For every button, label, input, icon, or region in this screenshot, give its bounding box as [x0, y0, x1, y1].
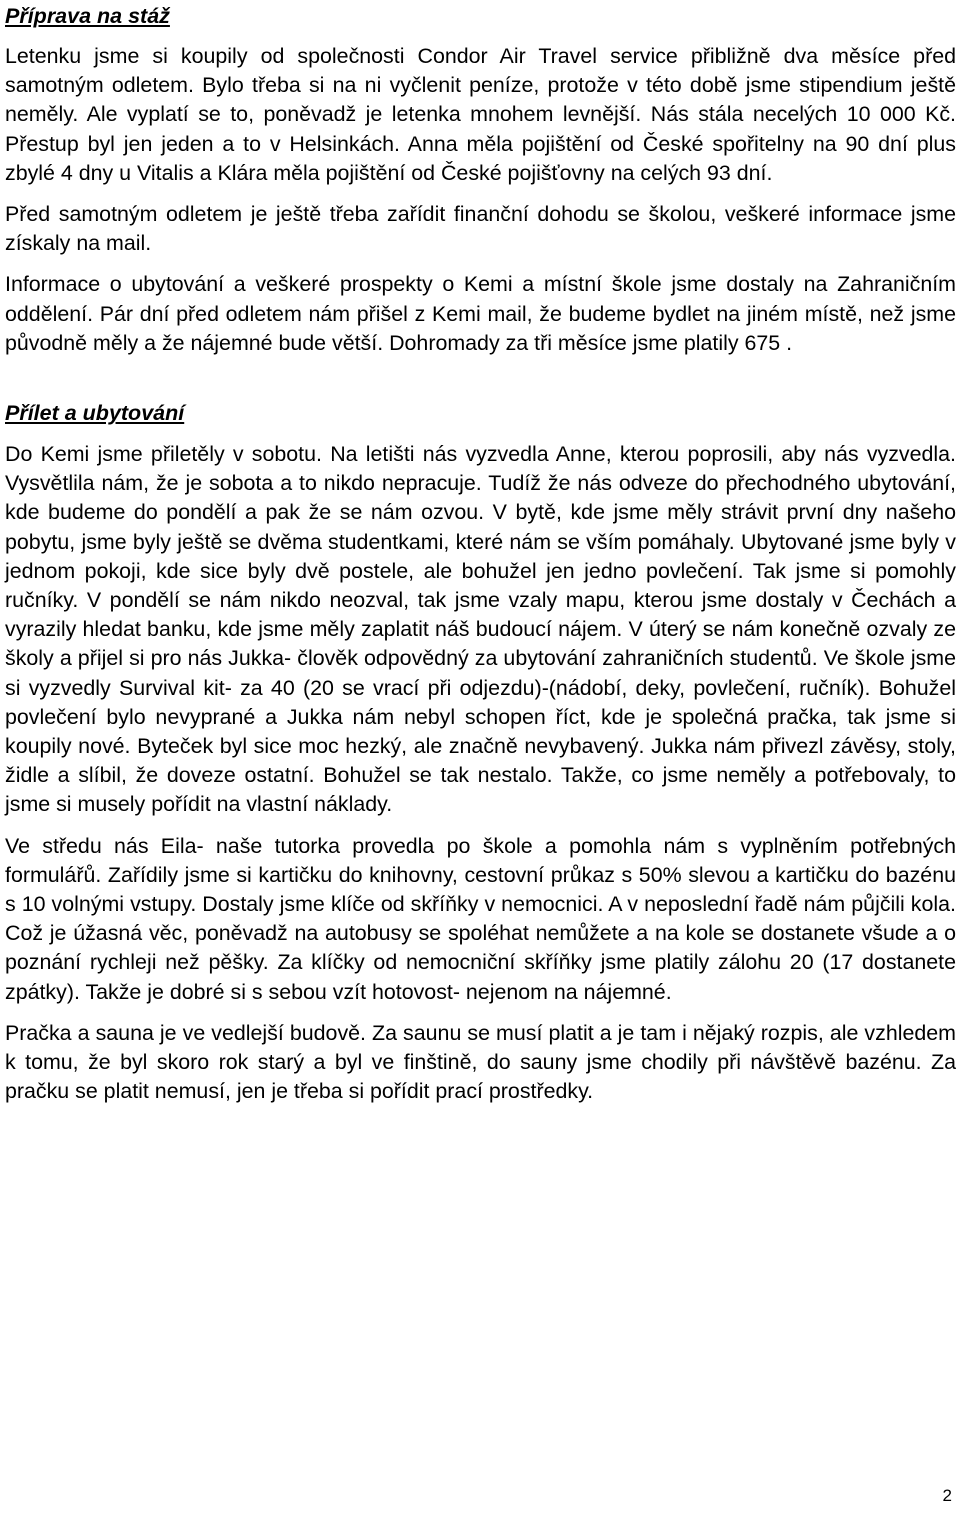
- document-page: [5, 0, 956, 1107]
- page-number: 2: [942, 1486, 952, 1505]
- paragraph: Před samotným odletem je ještě třeba zařídit finanční dohodu se školou, veškeré informace jsme získaly na mail.: [5, 202, 956, 256]
- section-arrival-accommodation: [5, 398, 956, 1106]
- paragraph: Ve středu nás Eila- naše tutorka provedla po škole a pomohla nám s vyplněním potřebných formulářů. Zařídily jsme si kartičku do knihovny, cestovní průkaz s 50% slevou a kartičku do bazénu s 10 volnými vstupy. Dostaly jsme klíče od skříňky v nemocnici. A v neposlední řadě nám půjčili kola. Což je úžasná věc, poněvadž na autobusy se spoléhat nemůžete a na kole se dostanete všude a o poznání rychleji než pěšky. Za klíčky od nemocniční skříňky jsme platily zálohu 20 (17 dostanete zpátky). Takže je dobré si s sebou vzít hotovost- nejenom na nájemné.: [5, 833, 956, 1004]
- section-preparation: [5, 1, 956, 358]
- section-heading: Přílet a ubytování: [5, 401, 185, 426]
- paragraph: Pračka a sauna je ve vedlejší budově. Za saunu se musí platit a je tam i nějaký rozpis, ale vzhledem k tomu, že byl skoro rok starý a byl ve finštině, do sauny jsme chodily při návštěvě bazénu. Za pračku se platit nemusí, jen je třeba si pořídit prací prostředky.: [5, 1020, 956, 1104]
- section-heading: Příprava na stáž: [5, 4, 170, 28]
- paragraph: Informace o ubytování a veškeré prospekty o Kemi a místní škole jsme dostaly na Zahraničním oddělení. Pár dní před odletem nám přišel z Kemi mail, že budeme bydlet na jiném místě, než jsme původně měly a že nájemné bude větší. Dohromady za tři měsíce jsme platily 675 .: [5, 272, 956, 355]
- paragraph: Do Kemi jsme přiletěly v sobotu. Na letišti nás vyzvedla Anne, kterou poprosili, aby nás vyzvedla. Vysvětlila nám, že je sobota a to nikdo nepracuje. Tudíž že nás odveze do přechodného ubytování, kde budeme do pondělí a pak že se nám ozvou. V bytě, kde jsme měly strávit první dny našeho pobytu, jsme byly ještě se dvěma studentkami, které nám se vším pomáhaly. Ubytované jsme byly v jednom pokoji, kde sice byly dvě postele, ale bohužel jen jedno povlečení. Tak jsme si pomohly ručníky. V pondělí se nám nikdo neozval, tak jsme vzaly mapu, kterou jsme dostaly v Čechách a vyrazily hledat banku, kde jsme měly zaplatit náš budoucí nájem. V úterý se nám konečně ozvaly ze školy a přijel si pro nás Jukka- člověk odpovědný za ubytování zahraničních studentů. Ve škole jsme si vyzvedly Survival kit- za 40 (20 se vrací při odjezdu)-(nádobí, deky, povlečení, ručník). Bohužel povlečení bylo nevyprané a Jukka nám nebyl schopen říct, kde je společná pračka, tak jsme si koupily nové. Byteček byl sice moc hezký, ale značně nevybavený. Jukka nám přivezl závěsy, stoly, židle a slíbil, že doveze ostatní. Bohužel se tak nestalo. Takže, co jsme neměly a potřebovaly, to jsme si musely pořídit na vlastní náklady.: [5, 442, 956, 817]
- paragraph: Letenku jsme si koupily od společnosti Condor Air Travel service přibližně dva měsíce před samotným odletem. Bylo třeba si na ni vyčlenit peníze, protože v této době jsme stipendium ještě neměly. Ale vyplatí se to, poněvadž je letenka mnohem levnější. Nás stála necelých 10 000 Kč. Přestup byl jen jeden a to v Helsinkách. Anna měla pojištění od České spořitelny na 90 dní plus zbylé 4 dny u Vitalis a Klára měla pojištění od České pojišťovny na celých 93 dní.: [5, 44, 956, 185]
